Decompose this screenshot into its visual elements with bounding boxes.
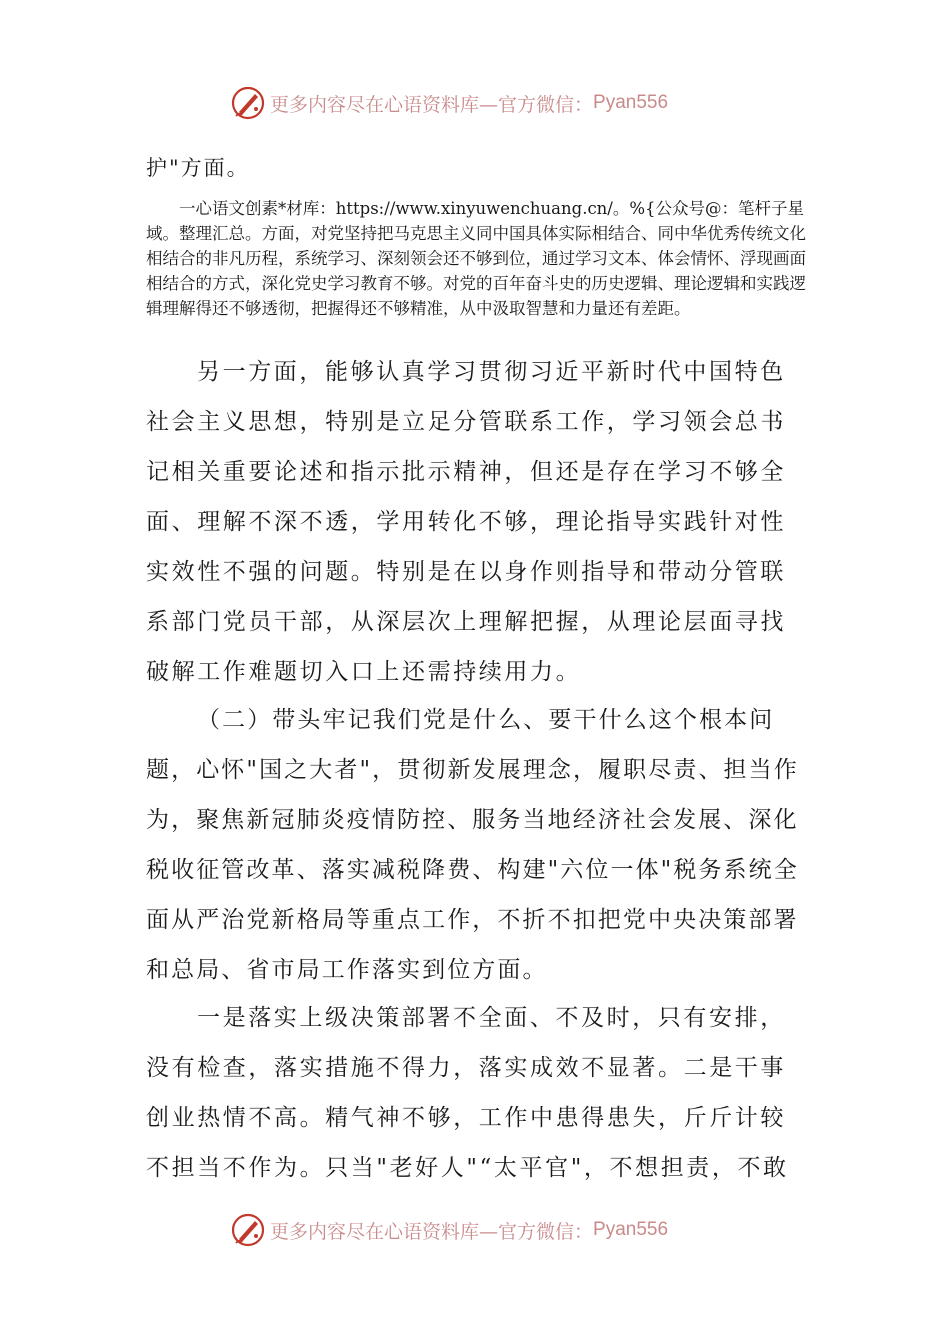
footer-wechat-id: Pyan556 bbox=[593, 1219, 669, 1240]
pen-logo-icon bbox=[230, 1212, 266, 1248]
footer-banner bbox=[230, 1210, 668, 1250]
inserted-note: 一心语文创素*材库：https://www.xinyuwenchuang.cn/。%{公众号@：笔杆子星域。整理汇总。方面，对党坚持把马克思主义同中国具体实际相结合、同中华优秀传统文化相结合的非凡历程，系统学习、深刻领会还不够到位，通过学习文本、体会情怀、浮现画面相结合的方式，深化党史学习教育不够。对党的百年奋斗史的历史逻辑、理论逻辑和实践逻辑理解得还不够透彻，把握得还不够精准，从中汲取智慧和力量还有差距。 bbox=[146, 199, 806, 318]
footer-banner-text: 更多内容尽在心语资料库—官方微信： bbox=[270, 1220, 594, 1243]
header-banner bbox=[230, 83, 668, 123]
paragraph-2: （二）带头牢记我们党是什么、要干什么这个根本问题，心怀"国之大者"，贯彻新发展理念，履职尽责、担当作为，聚焦新冠肺炎疫情防控、服务当地经济社会发展、深化税收征管改革、落实减税降费、构建"六位一体"税务系统全面从严治党新格局等重点工作，不折不扣把党中央决策部署和总局、省市局工作落实到位方面。 bbox=[146, 707, 799, 983]
paragraph-1: 另一方面，能够认真学习贯彻习近平新时代中国特色社会主义思想，特别是立足分管联系工作，学习领会总书记相关重要论述和指示批示精神，但还是存在学习不够全面、理解不深不透，学用转化不够，理论指导实践针对性实效性不强的问题。特别是在以身作则指导和带动分管联系部门党员干部，从深层次上理解把握，从理论层面寻找破解工作难题切入口上还需持续用力。 bbox=[146, 359, 786, 685]
header-wechat-id: Pyan556 bbox=[593, 92, 669, 113]
pen-logo-icon bbox=[230, 85, 266, 121]
header-banner-text: 更多内容尽在心语资料库—官方微信： bbox=[270, 93, 594, 116]
paragraph-3: 一是落实上级决策部署不全面、不及时，只有安排，没有检查，落实措施不得力，落实成效不显著。二是干事创业热情不高。精气神不够，工作中患得患失，斤斤计较不担当不作为。只当"老好人"“太平官"，不想担责，不敢 bbox=[146, 1005, 789, 1181]
continuation-line: 护"方面。 bbox=[146, 156, 250, 180]
